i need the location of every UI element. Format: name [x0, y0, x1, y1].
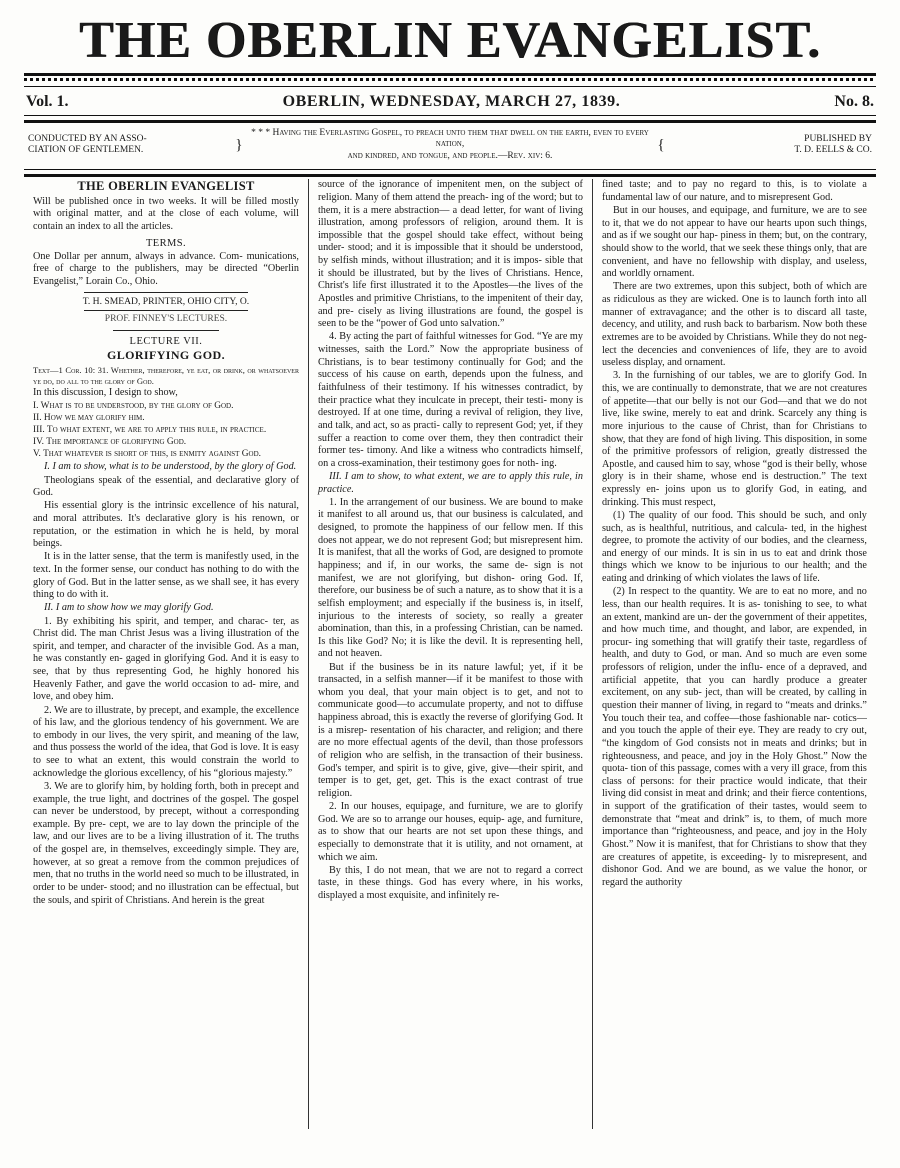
credits-motto-line1: * * * Having the Everlasting Gospel, to preach unto them that dwell on the earth, even to every nation, [251, 127, 649, 150]
credits-motto-line2: and kindred, and tongue, and people.—Rev. xiv: 6. [347, 151, 553, 162]
credits-bar [24, 124, 876, 169]
body-paragraph: II. I am to show how we may glorify God. [44, 602, 214, 614]
credits-rule-top [24, 169, 876, 170]
body-paragraph: 1. By exhibiting his spirit, and temper, and charac- ter, as Christ did. The man Christ Jesus was a living illustration of the spirit, and temper, and character of the invisible God. As a man, he was constantly en- gaged in glorifying God. And it is easy to see, that by thus representing God, he highly honored his Heavenly Father, and gave the world occasion to ad- mire, and love, and obey him. [33, 615, 299, 703]
body-paragraph: source of the ignorance of impenitent men, on the subject of religion. Many of them attend the preach- ing of the word; but to them, it is a mere abstraction— a dead letter, for want of living illustration, among professors of religion, around them. It is impossible that the gospel should take effect, without being under- stood; and it is impossible that it should be understood, by selfish minds, without illustration; and it is impos- sible that it should be illustrated, but by the lives of Christians. Hence, Christ's life first illustrated it to the Apostles—the lives of the Apostles and primitive Christians, to the impenitent of their day, and pre- cisely as living illustrations are found, the gospel is seen to be the “power of God unto salvation.” [317, 179, 583, 330]
body-paragraph: 3. In the furnishing of our tables, we are to glorify God. In this, we are continually to demonstrate, that we are not creatures of appetite—that our belly is not our God—and that we do not live, like swine, merely to eat and drink. Scarcely any thing is more injurious to the cause of Christ, than for Christians to show, that they are fond of high living. This disposition, in some of the primitive professors of religion, greatly distressed the Apostle, and caused him to say, whose “god is their belly, whose glory is in their shame, whose end is destruction.” The text expressly en- joins upon us to glorify God, in eating, and drinking. This must respect, [601, 370, 867, 508]
body-paragraph: There are two extremes, upon this subject, both of which are as ridiculous as they are wicked. One is to launch forth into all manner of extravagance; and the other is to discard all taste, decency, and utility, and rush back to barbarism. Now both these extremes are to be avoided by Christians. While they do not neg- lect the decencies and conveniences of life, they are to avoid useless display, and ornament. [601, 281, 867, 369]
masthead-title: THE OBERLIN EVANGELIST. [78, 12, 822, 69]
discussion-lead: In this discussion, I design to show, [33, 387, 178, 399]
brace-left-icon: } [235, 137, 243, 154]
body-paragraph: I. I am to show, what is to be understood, by the glory of God. [44, 461, 297, 473]
masthead-rule-thin [24, 86, 876, 87]
outline-item-2: II. How we may glorify him. [33, 412, 145, 423]
body-paragraph: 1. In the arrangement of our business. We are bound to make it manifest to all around us, that our business is calculated, and designed, to promote the happiness of our fellow men. If this does not appear, we do not represent God; but misrepresent him. It is manifest, that all the works of God, are designed to promote happiness; and if, in our works, the same de- sign is not manifest, we are not glorifying, but dishon- oring God. If, therefore, our business be of such a nature, as to show that it is a selfish employment; and especially if the business is, in itself, injurious to the interests of society, so really a greater abomination, than this, in a professing Christian, can be named. Is this like God? No; it is like the devil. It is representing hell, and not heaven. [317, 496, 583, 660]
terms-divider [84, 292, 249, 293]
credits-motto [247, 128, 652, 164]
credits-left [28, 134, 231, 158]
column-one [24, 179, 308, 1129]
place-and-date: OBERLIN, WEDNESDAY, MARCH 27, 1839. [282, 92, 621, 110]
credits-right [669, 134, 872, 158]
masthead-rule-dotted [24, 78, 876, 82]
body-paragraph: 3. We are to glorify him, by holding forth, both in precept and example, the true light, and doctrines of the gospel. The gospel can never be understood, by precept, without a corresponding example. By pre- cept, we are to lay down the principle of the law, and our lives are to be a living illustration of it. The truths of the gospel are, in themselves, exceedingly simple. They are, however, at so great a remove from the common prejudices of men, that no truths in the world need so much to be illustrated, in order to be under- stood; and no illustration can be effectual, but the souls, and spirit of Christians. And herein is the great [33, 780, 299, 906]
body-paragraph: But in our houses, and equipage, and furniture, we are to see to it, that we do not appear to have our hearts upon such things, and as if we sought our hap- piness in them; but, on the contrary, should show to the world, that we seek these things only, that are convenient, and have no fellowship with display, and useless, and worldly ornament. [601, 205, 867, 280]
body-paragraph: By this, I do not mean, that we are not to regard a correct taste, in these things. God has every where, in his works, displayed a most exquisite, and infinitely re- [317, 864, 583, 902]
article-columns [24, 179, 876, 1129]
outline-item-4: IV. The importance of glorifying God. [33, 437, 187, 448]
outline-item-3: III. To what extent, we are to apply this rule, in practice. [33, 424, 267, 435]
outline-item-5: V. That whatever is short of this, is enmity against God. [33, 449, 261, 460]
brace-right-icon: { [657, 137, 665, 154]
masthead-rule-thick [24, 73, 876, 76]
body-paragraph: 4. By acting the part of faithful witnesses for God. “Ye are my witnesses, saith the Lord.” Now the appropriate business of Christians, is to bear testimony continually for God; and the success of his cause on earth, depends upon the fulness, and faithfulness of their testimony. If his witnesses contradict, by their practice what they inculcate in precept, their testi- mony is destroyed. If at one time, during a revival of religion, they live, and talk, and act, so as practi- cally to represent God; yet, if they suffer a reaction to come over them, they then contradict their former tes- timony. And like a witness who contradicts himself, on a cross-examination, their testimony goes for noth- ing. [317, 331, 583, 469]
terms-body: One Dollar per annum, always in advance. Com- munications, free of charge to the publishers, may be directed “Oberlin Evangelist,” Lorain Co., Ohio. [33, 250, 299, 287]
volline-rule-top [24, 115, 876, 116]
printer-line: T. H. SMEAD, PRINTER, OHIO CITY, O. [82, 295, 250, 307]
credits-right-line2: T. D. EELLS & CO. [794, 145, 872, 156]
volume-number: Vol. 1. [26, 92, 69, 110]
lecture-number: LECTURE VII. [129, 336, 203, 348]
column-three [592, 179, 876, 1129]
body-paragraph: 2. We are to illustrate, by precept, and example, the excellence of his law, and the glorious tendency of his government. We are to embody in our lives, the very spirit, and meaning of the law, and thus possess the world of the idea, that God is love. It is easy to see to what an extent, this would constrain the world to acknowledge the glorious excellency, of his “glorious majesty.” [33, 704, 299, 779]
outline-item-1: I. What is to be understood, by the glory of God. [33, 400, 234, 411]
credits-rule-bottom [24, 174, 876, 177]
body-paragraph: III. I am to show, to what extent, we are to apply this rule, in practice. [317, 470, 583, 495]
lecture-series-heading: PROF. FINNEY'S LECTURES. [104, 314, 228, 325]
credits-left-line2: CIATION OF GENTLEMEN. [28, 145, 144, 156]
printer-divider [84, 310, 249, 311]
scripture-text: Text—1 Cor. 10: 31. Whether, therefore, ye eat, or drink, or whatsoever ye do, do all to the glory of God. [33, 365, 299, 386]
body-paragraph: 2. In our houses, equipage, and furniture, we are to glorify God. We are so to arrange our houses, equip- age, and furniture, as to show that our hearts are not set upon these things, and especially to demonstrate that it is utility, and not ornament, at which we aim. [317, 801, 583, 863]
volume-line [24, 90, 876, 114]
issue-number: No. 8. [834, 92, 874, 110]
body-paragraph: Theologians speak of the essential, and declarative glory of God. [33, 474, 299, 499]
terms-heading: TERMS. [145, 237, 186, 249]
credits-right-line1: PUBLISHED BY [804, 133, 872, 144]
body-paragraph: (1) The quality of our food. This should be such, and only such, as is healthful, nutritious, and calcula- ted, in the highest degree, to promote the activity of our bodies, and the clearness, and energy of our minds. It is sin in us to eat and drink those things which we know to be injurious to our health; and the eating and drinking of which violates the laws of life. [601, 509, 867, 585]
body-paragraph: It is in the latter sense, that the term is manifestly used, in the text. In the former sense, our conduct has nothing to do with the glory of God. But in the latter sense, as we shall see, it has every thing to do with it. [33, 551, 299, 601]
volline-rule-bottom [24, 120, 876, 123]
lecture-title: GLORIFYING GOD. [106, 348, 225, 363]
body-paragraph: But if the business be in its nature lawful; yet, if it be transacted, in a selfish manner—if it be manifest to those with whom you deal, that your main object is to get, and not to communicate good—to accumulate property, and not to diffuse happiness abroad, this is exactly the reverse of glorifying God. It is a misrep- resentation of his character, and religion; and there are no more effectual agents of the devil, than those professors of religion who are selfish, in the transaction of their business. God's temper, and spirit is to give, give, give—their spirit, and temper is to get, get, get. This is the exact contrast of true religion. [317, 661, 583, 799]
prospectus-heading: THE OBERLIN EVANGELIST [77, 179, 255, 194]
body-paragraph: (2) In respect to the quantity. We are to eat no more, and no less, than our health requires. It is as- tonishing to see, to what an extent, mankind are un- der the government of their appetites, and how much time, and thought, and labor, are expended, in procur- ing something that will gratify their taste, regardless of health, and duty to God, or man. And so much are even some professors of religion, under the influ- ence of a depraved, and artificial appetite, that you can hardly produce a greater excitement, on any sub- ject, than will be created, by calling in question their manner of living, in regard to “meats and drinks.” You touch their tea, and coffee—those fashionable nar- cotics—and you touch the apple of their eye. They are ready to cry out, “the kingdom of God consists not in meats and drinks; but in righteousness, and peace, and joy in the Holy Ghost.” Now the quota- tion of this passage, comes with a very ill grace, from this class of persons: for their practice would indicate, that their living did consist in meat and drink; and their fierce contentions, in support of the gratification of their tastes, would seem to demonstrate that “meat and drink” is, to them, of much more importance than “righteousness, and peace, and joy in the Holy Ghost.” Now it is manifest, that for Christians to show that they are creatures of appetite, is exceeding- ly to misrepresent, and dishonor God. And we are bound, as we value the honor, or regard the authority [601, 586, 867, 888]
body-paragraph: fined taste; and to pay no regard to this, is to violate a fundamental law of our nature, and to misrepresent God. [601, 179, 867, 203]
series-divider [113, 330, 219, 331]
body-paragraph: His essential glory is the intrinsic excellence of his natural, and moral attributes. It's declarative glory is his renown, or reputation, or the estimation in which he is held, by moral beings. [33, 500, 299, 550]
prospectus-intro: Will be published once in two weeks. It will be filled mostly with original matter, and at the close of each volume, will contain an index to all the articles. [33, 195, 299, 232]
credits-left-line1: CONDUCTED BY AN ASSO- [28, 133, 147, 144]
column-two [308, 179, 592, 1129]
